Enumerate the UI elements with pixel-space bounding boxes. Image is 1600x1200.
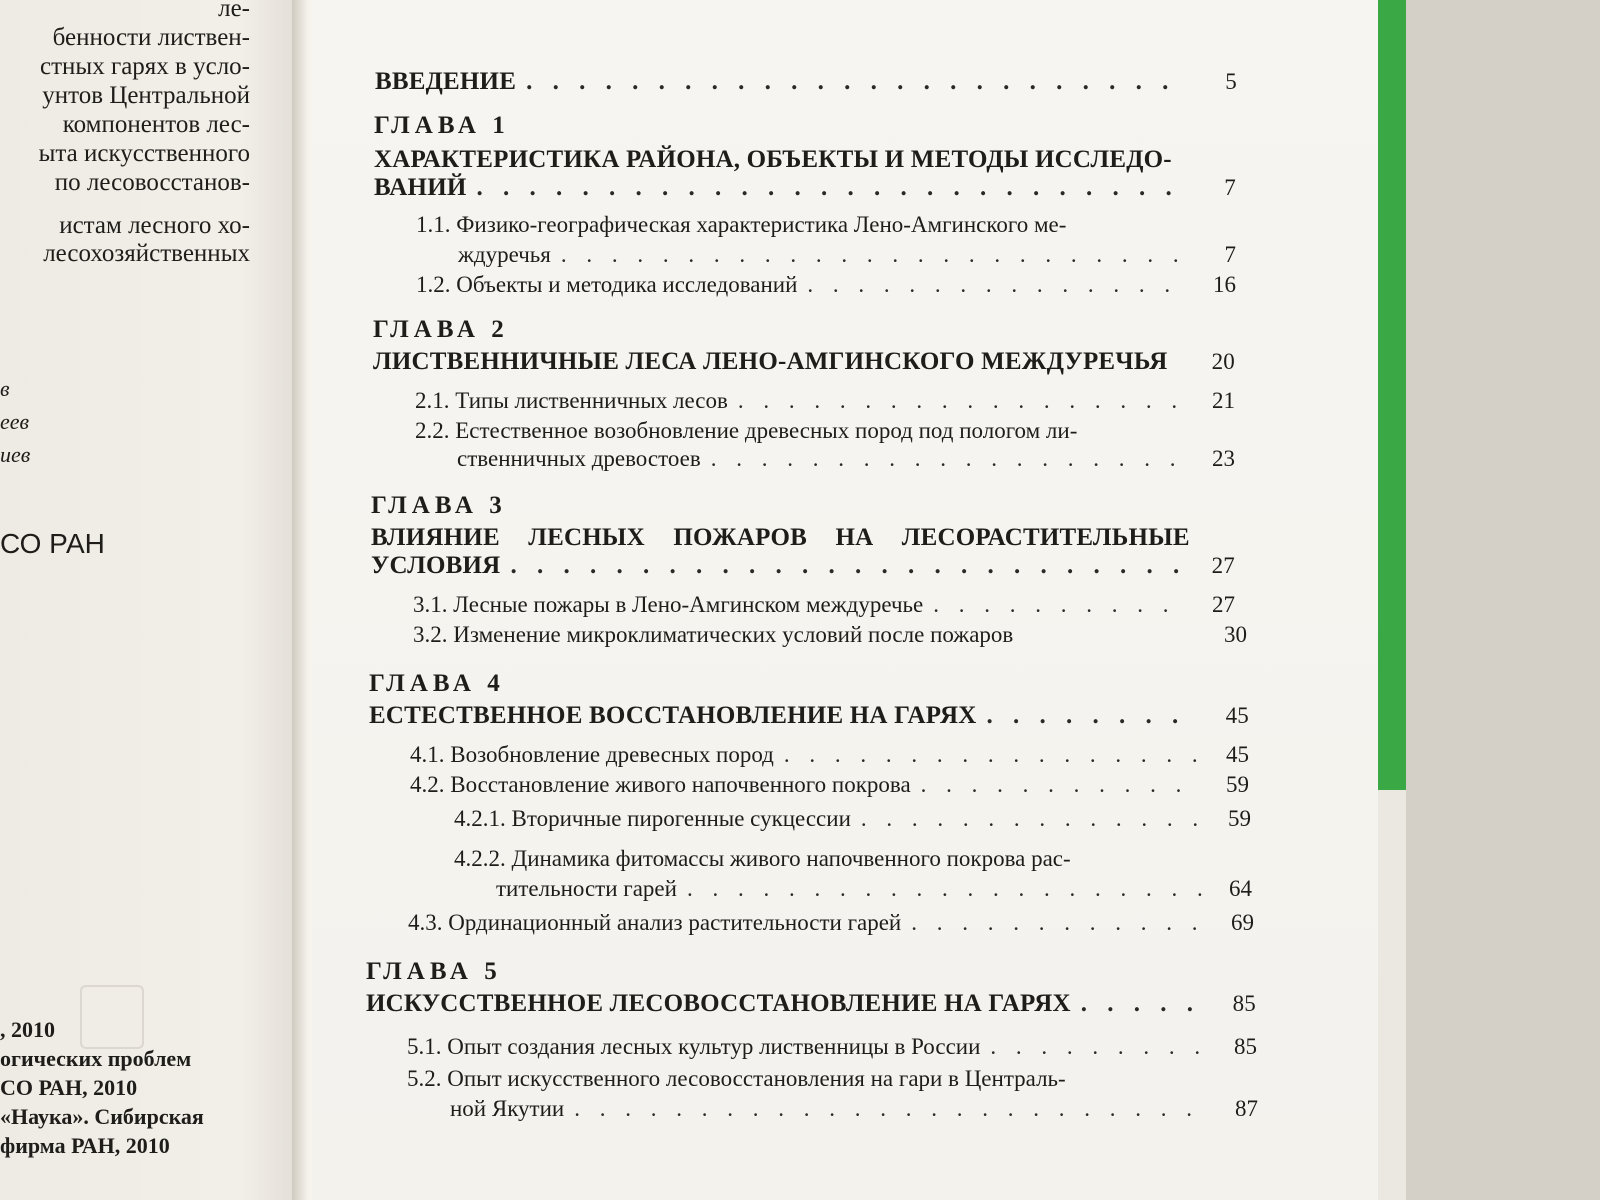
page-number: 27 — [1212, 592, 1235, 617]
page-number: 23 — [1212, 446, 1235, 471]
toc-entry: 2.2. Естественное возобновление древесных пород под пологом ли- — [415, 418, 1078, 443]
toc-entry: 4.2.2. Динамика фитомассы живого напочвенного покрова рас- — [454, 846, 1071, 871]
text-line: компонентов лес- — [62, 111, 250, 138]
toc-entry-end: ждуречья . . . 7 — [458, 242, 1236, 268]
toc-entry: 4.2.1. Вторичные пирогенные сукцессии . . . 59 — [454, 806, 1251, 832]
toc-entry: 3.1. Лесные пожары в Лено-Амгинском междуречье . . . 27 — [413, 592, 1235, 618]
dot-leader — [987, 702, 1200, 730]
dot-leader — [933, 592, 1185, 618]
dot-leader — [711, 446, 1185, 472]
dot-leader — [510, 552, 1185, 580]
name-line: в — [0, 376, 10, 401]
dot-leader — [784, 742, 1199, 768]
chapter-label: ГЛАВА 2 — [373, 316, 509, 343]
dot-leader — [911, 910, 1204, 936]
toc-intro — [375, 68, 1237, 96]
copyright-line: фирма РАН, 2010 — [0, 1133, 170, 1158]
page-number: 64 — [1229, 876, 1252, 901]
page-number: 85 — [1234, 1034, 1257, 1059]
text-line: унтов Центральной — [42, 82, 250, 109]
page-number: 45 — [1226, 742, 1249, 767]
text-line: ыта искусственного — [38, 140, 250, 167]
toc-intro-title: ВВЕДЕНИЕ — [375, 68, 517, 95]
toc-entry: 1.2. Объекты и методика исследований . . . 16 — [416, 272, 1236, 298]
chapter-title: ХАРАКТЕРИСТИКА РАЙОНА, ОБЪЕКТЫ И МЕТОДЫ ИССЛЕДО- — [374, 146, 1172, 173]
page-number: 27 — [1211, 553, 1235, 578]
dot-leader — [921, 772, 1199, 798]
name-line: еев — [0, 409, 30, 434]
page-number: 21 — [1212, 388, 1235, 413]
dot-leader — [687, 876, 1202, 902]
text-line: лесохозяйственных — [43, 240, 250, 267]
dot-leader — [561, 242, 1186, 268]
chapter-label: ГЛАВА 4 — [369, 670, 505, 697]
dot-leader — [574, 1096, 1208, 1122]
chapter-label: ГЛАВА 1 — [374, 112, 510, 139]
page-number: 20 — [1211, 349, 1235, 374]
page-number: 45 — [1225, 703, 1249, 728]
chapter-label: ГЛАВА 5 — [366, 958, 502, 985]
toc-entry: 1.1. Физико-географическая характеристика Лено-Амгинского ме- — [416, 212, 1067, 237]
chapter-label: ГЛАВА 3 — [371, 492, 507, 519]
page-number: 7 — [1224, 242, 1236, 267]
chapter-title: ВЛИЯНИЕ ЛЕСНЫХ ПОЖАРОВ НА ЛЕСОРАСТИТЕЛЬНЫЕ — [371, 524, 1190, 551]
toc-entry: 4.1. Возобновление древесных пород . . . 45 — [410, 742, 1249, 768]
page-number: 69 — [1231, 910, 1254, 935]
dot-leader — [807, 272, 1186, 298]
toc-entry-end: ной Якутии . . . 87 — [450, 1096, 1258, 1122]
dot-leader — [990, 1034, 1207, 1060]
copyright-line: СО РАН, 2010 — [0, 1075, 138, 1100]
text-line: стных гарях в усло- — [40, 53, 250, 80]
toc-entry-end: ственничных древостоев . . . 23 — [457, 446, 1235, 472]
toc-entry-end: тительности гарей . . . 64 — [496, 876, 1252, 902]
copyright-line: , 2010 — [0, 1017, 55, 1042]
copyright-line: «Наука». Сибирская — [0, 1104, 204, 1129]
dot-leader — [738, 388, 1185, 414]
left-page-institution: СО РАН — [0, 528, 105, 559]
page-number: 87 — [1235, 1096, 1258, 1121]
toc-entry: 4.2. Восстановление живого напочвенного покрова . . . 59 — [410, 772, 1249, 798]
dot-leader — [861, 806, 1201, 832]
chapter-title: ИСКУССТВЕННОЕ ЛЕСОВОССТАНОВЛЕНИЕ НА ГАРЯХ . . . 85 — [366, 990, 1256, 1018]
toc-entry: 3.2. Изменение микроклиматических условий после пожаров 30 — [413, 622, 1247, 647]
toc-entry: 2.1. Типы лиственничных лесов . . . 21 — [415, 388, 1235, 414]
dot-leader — [1081, 990, 1206, 1018]
copyright-line: огических проблем — [0, 1046, 192, 1071]
text-line: по лесовосстанов- — [54, 169, 250, 196]
page-number: 59 — [1228, 806, 1251, 831]
toc-entry: 4.3. Ординационный анализ растительности гарей . . . 69 — [408, 910, 1254, 936]
page-number: 30 — [1224, 622, 1247, 647]
toc-entry: 5.2. Опыт искусственного лесовосстановления на гари в Централь- — [407, 1066, 1066, 1091]
page-number: 7 — [1224, 175, 1236, 200]
page-number: 16 — [1213, 272, 1236, 297]
text-line: бенности листвен- — [52, 24, 250, 51]
dot-leader — [526, 68, 1187, 96]
name-line: иев — [0, 442, 31, 467]
page-number: 5 — [1225, 69, 1237, 94]
text-line: истам лесного хо- — [59, 212, 250, 239]
toc-entry: 5.1. Опыт создания лесных культур лиственницы в России . . . 85 — [407, 1034, 1257, 1060]
dot-leader — [477, 174, 1187, 202]
page-number: 85 — [1232, 991, 1256, 1016]
page-number: 59 — [1226, 772, 1249, 797]
chapter-title-end: ВАНИЙ . . . 7 — [374, 174, 1236, 202]
chapter-title-end: УСЛОВИЯ . . . 27 — [371, 552, 1235, 580]
text-line: ле- — [218, 0, 250, 22]
chapter-title: ЕСТЕСТВЕННОЕ ВОССТАНОВЛЕНИЕ НА ГАРЯХ . . . 45 — [369, 702, 1249, 730]
chapter-title: ЛИСТВЕННИЧНЫЕ ЛЕСА ЛЕНО-АМГИНСКОГО МЕЖДУРЕЧЬЯ 20 — [373, 348, 1235, 375]
